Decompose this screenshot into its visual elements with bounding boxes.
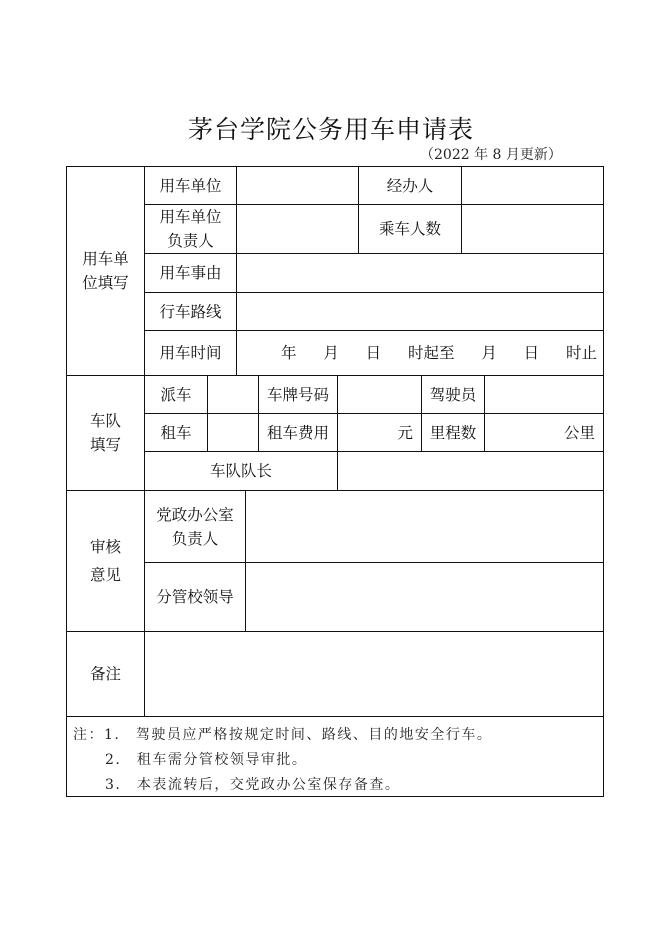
field-remarks[interactable]	[144, 631, 604, 717]
field-dispatch[interactable]	[207, 375, 259, 414]
label-reason: 用车事由	[144, 253, 237, 293]
field-plate[interactable]	[337, 375, 422, 414]
field-reason[interactable]	[236, 253, 604, 293]
field-unit-head[interactable]	[236, 204, 359, 254]
field-rental-fee[interactable]	[337, 413, 422, 452]
time-end-month: 月	[481, 344, 497, 362]
field-unit[interactable]	[236, 166, 359, 205]
unit-km: 公里	[563, 423, 595, 442]
field-office-head[interactable]	[245, 490, 604, 563]
time-start-hour: 时起至	[407, 344, 455, 362]
label-passengers: 乘车人数	[358, 204, 462, 254]
field-time[interactable]	[236, 330, 604, 376]
label-unit: 用车单位	[144, 166, 237, 205]
unit-yuan: 元	[397, 423, 413, 442]
label-route: 行车路线	[144, 292, 237, 331]
label-rental: 租车	[144, 413, 208, 452]
time-end-day: 日	[523, 344, 540, 362]
section-user-unit-label: 用车单位填写	[66, 166, 145, 376]
field-route[interactable]	[236, 292, 604, 331]
time-year: 年	[281, 344, 297, 362]
field-fleet-captain[interactable]	[337, 451, 604, 491]
time-day: 日	[365, 344, 382, 362]
label-dispatch: 派车	[144, 375, 208, 414]
label-mileage: 里程数	[421, 413, 485, 452]
field-mileage[interactable]	[484, 413, 604, 452]
section-review-label: 审核意见	[66, 490, 145, 632]
label-rental-fee: 租车费用	[258, 413, 338, 452]
note-1: 注：1. 驾驶员应严格按规定时间、路线、目的地安全行车。	[73, 727, 493, 743]
field-driver[interactable]	[484, 375, 604, 414]
field-rental[interactable]	[207, 413, 259, 452]
label-time: 用车时间	[144, 330, 237, 376]
label-handler: 经办人	[358, 166, 462, 205]
label-office-head: 党政办公室负责人	[144, 490, 246, 563]
label-fleet-captain: 车队队长	[144, 451, 338, 491]
update-date: （2022 年 8 月更新）	[420, 147, 562, 163]
field-passengers[interactable]	[461, 204, 604, 254]
note-2: 2. 租车需分管校领导审批。	[105, 752, 308, 768]
label-unit-head: 用车单位负责人	[144, 204, 237, 254]
notes	[66, 716, 604, 797]
label-driver: 驾驶员	[421, 375, 485, 414]
label-remarks: 备注	[66, 631, 145, 717]
section-fleet-label: 车队填写	[66, 375, 145, 491]
field-school-leader[interactable]	[245, 562, 604, 632]
time-end-hour: 时止	[565, 344, 597, 362]
page-title: 茅台学院公务用车申请表	[187, 115, 474, 144]
label-school-leader: 分管校领导	[144, 562, 246, 632]
field-handler[interactable]	[461, 166, 604, 205]
label-plate: 车牌号码	[258, 375, 338, 414]
time-month: 月	[323, 344, 339, 362]
note-3: 3. 本表流转后，交党政办公室保存备查。	[105, 777, 401, 793]
